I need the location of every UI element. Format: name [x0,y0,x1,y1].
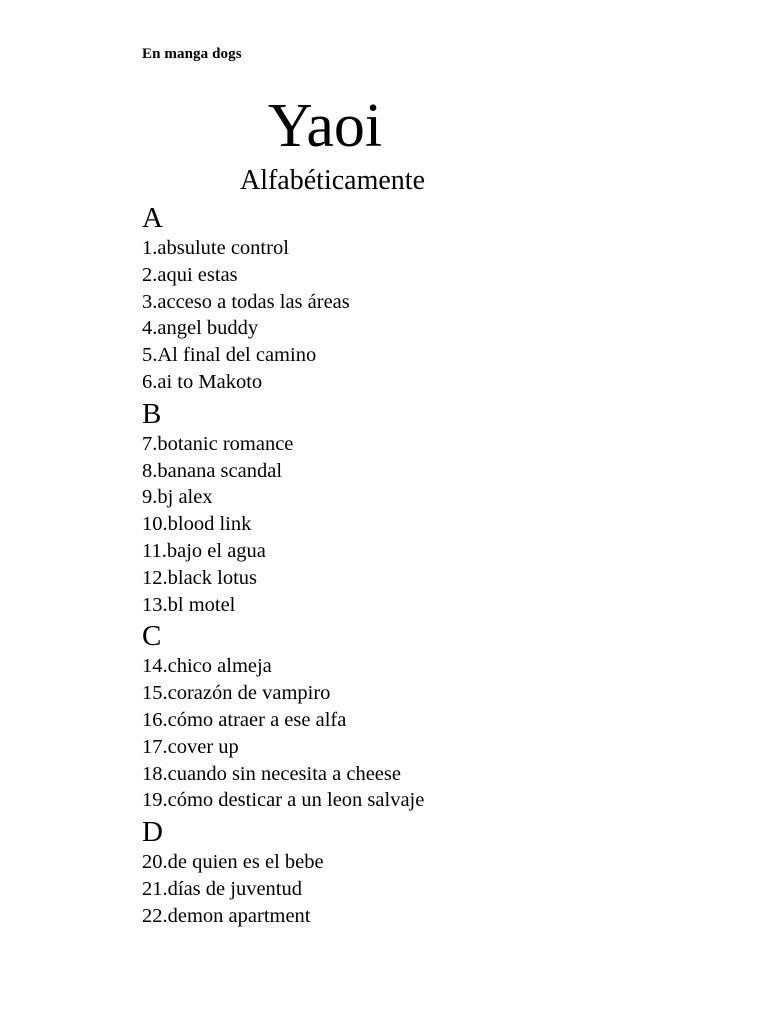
list-item: 10.blood link [142,513,252,536]
list-item: 7.botanic romance [142,432,294,455]
section-b [142,396,742,619]
list-item: 8.banana scandal [142,459,283,482]
page-title: Yaoi [267,92,383,160]
list-item: 2.aqui estas [142,263,238,286]
list-item: 22.demon apartment [142,904,311,927]
section-d [142,814,742,929]
list-item: 12.black lotus [142,566,258,589]
list-item: 18.cuando sin necesita a cheese [142,762,401,785]
section-c [142,618,742,814]
section-letter: B [142,397,162,430]
list-item: 6.ai to Makoto [142,370,263,393]
section-letter: C [142,620,162,653]
section-a [142,200,742,396]
list-item: 15.corazón de vampiro [142,682,331,705]
list-item: 20.de quien es el bebe [142,851,324,874]
list-item: 1.absulute control [142,237,289,259]
list-item: 21.días de juventud [142,877,302,900]
list-item: 9.bj alex [142,486,213,509]
list-item: 3.acceso a todas las áreas [142,290,350,313]
header-note: En manga dogs [142,46,242,62]
list-item: 5.Al final del camino [142,344,317,367]
list-item: 4.angel buddy [142,317,259,340]
list-item: 17.cover up [142,735,239,758]
list-item: 19.cómo desticar a un leon salvaje [142,789,425,812]
alphabetical-list [142,200,742,930]
section-letter: D [142,816,163,849]
list-item: 11.bajo el agua [142,539,266,562]
list-item: 13.bl motel [142,593,236,616]
list-item: 14.chico almeja [142,655,272,678]
section-letter: A [142,202,163,234]
list-item: 16.cómo atraer a ese alfa [142,708,347,731]
page-subtitle: Alfabéticamente [239,165,425,196]
